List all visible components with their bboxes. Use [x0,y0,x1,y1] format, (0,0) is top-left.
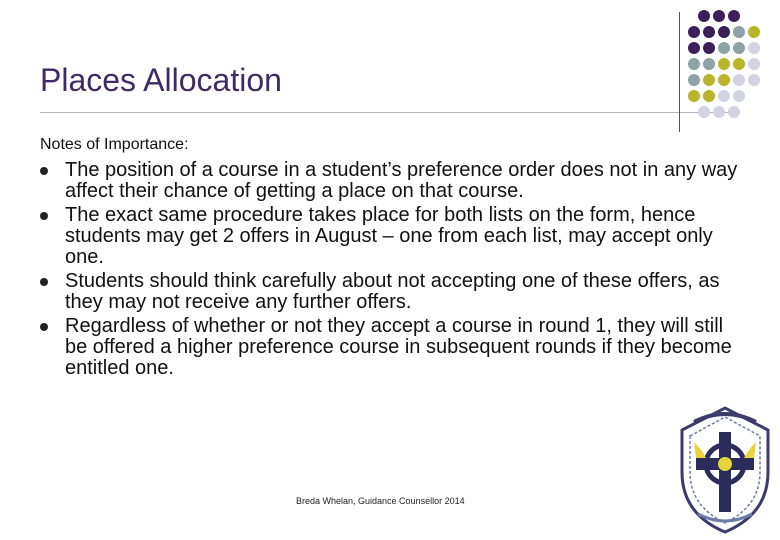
slide-title: Places Allocation [40,62,282,98]
dot [703,74,715,86]
school-crest-icon [672,402,778,536]
bullet-text: The position of a course in a student’s preference order does not in any way affect their chance of getting a place on that course. [65,159,738,202]
dot [688,58,700,70]
bullet-dot-icon [40,278,48,286]
dot [703,90,715,102]
bullet-item [40,316,740,379]
dot [688,74,700,86]
bullet-item [40,205,740,268]
dot [703,58,715,70]
dot [718,26,730,38]
bullet-text: Regardless of whether or not they accept a course in round 1, they will still be offered a higher preference course in subsequent rounds if they become entitled one. [65,315,732,379]
bullet-dot-icon [40,323,48,331]
dot [688,42,700,54]
dot [748,58,760,70]
bullet-text: The exact same procedure takes place for both lists on the form, hence students may get 2 offers in August – one from each list, may accept only one. [65,204,713,268]
dot [728,106,740,118]
dot [703,42,715,54]
dot [718,90,730,102]
dot [703,26,715,38]
dot [733,58,745,70]
dot [688,90,700,102]
bullet-dot-icon [40,212,48,220]
footer-credit: Breda Whelan, Guidance Counsellor 2014 [296,496,465,506]
dot [748,42,760,54]
dot [733,74,745,86]
dot [713,10,725,22]
dot [748,74,760,86]
dot [718,58,730,70]
dot [718,74,730,86]
dot [688,26,700,38]
title-divider [40,112,730,113]
notes-label: Notes of Importance: [40,136,189,153]
dot [718,42,730,54]
dot [733,42,745,54]
dot [713,106,725,118]
dot [733,26,745,38]
bullet-item [40,160,740,202]
dot [733,90,745,102]
dot [698,10,710,22]
dot [728,10,740,22]
bullet-dot-icon [40,167,48,175]
bullet-item [40,271,740,313]
bullet-list [40,160,740,382]
dot [698,106,710,118]
dot [748,26,760,38]
bullet-text: Students should think carefully about not accepting one of these offers, as they may not receive any further offers. [65,270,720,313]
vertical-divider [679,12,680,132]
